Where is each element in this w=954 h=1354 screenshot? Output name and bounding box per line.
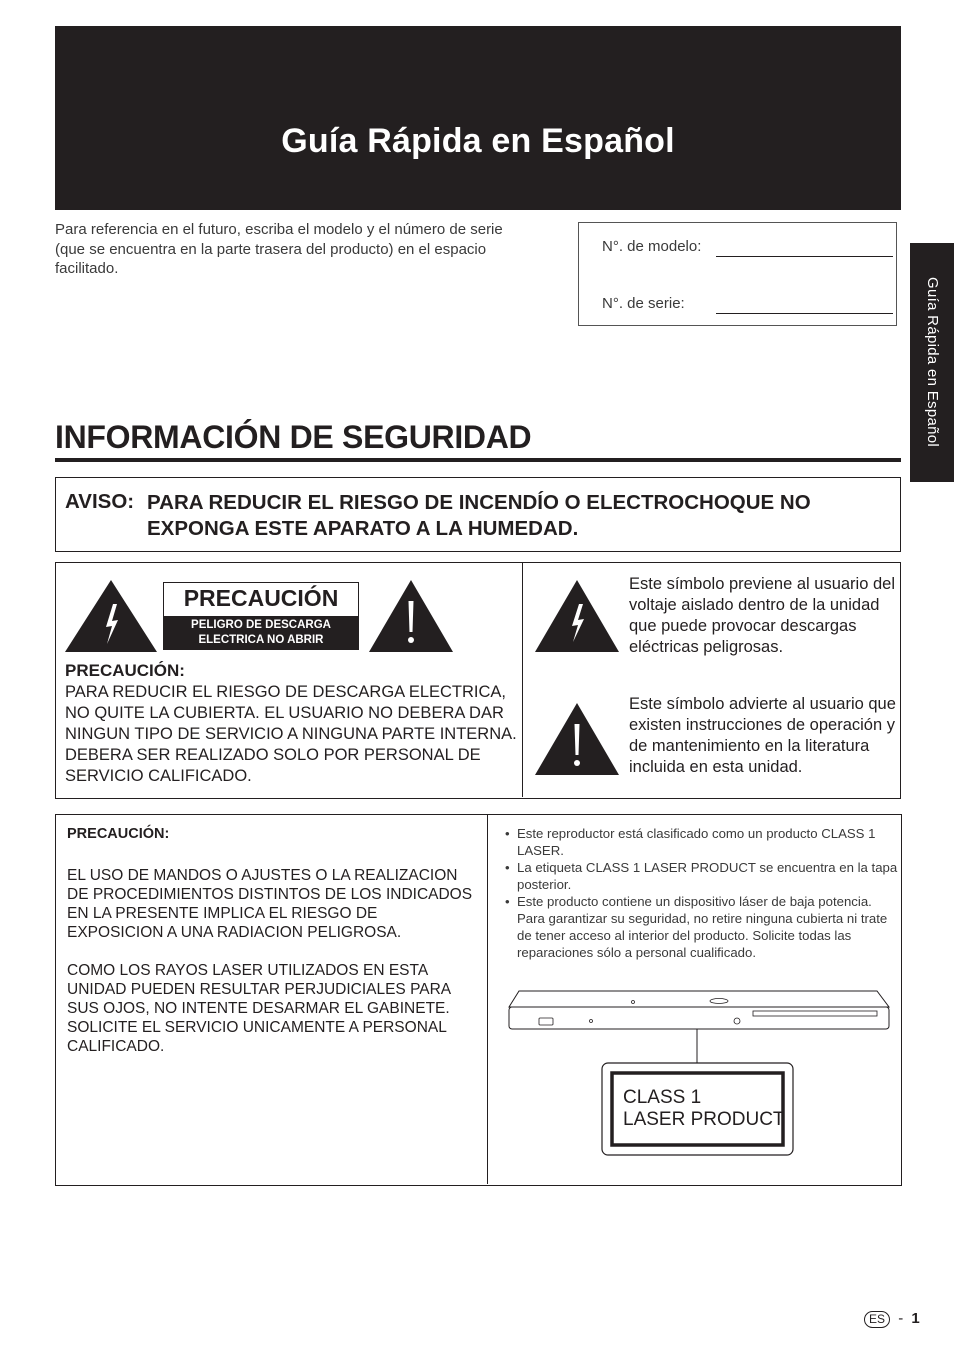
caution-label-subtitle-line1: PELIGRO DE DESCARGA — [191, 619, 331, 631]
exclamation-symbol-icon — [535, 703, 619, 775]
list-item: • Este producto contiene un dispositivo láser de baja potencia. Para garantizar su seguridad, no retire ninguna cubierta ni trate de tener acceso al interior del producto. Solicite todas las reparaciones sólo a personal cualificado. — [503, 893, 898, 961]
section-rule — [55, 458, 901, 462]
caution-label-subtitle — [164, 616, 358, 649]
exclamation-symbol-text: Este símbolo advierte al usuario que existen instrucciones de operación y de mantenimiento en la literatura incluida en esta unidad. — [629, 695, 896, 776]
side-tab-label: Guía Rápida en Español — [924, 277, 941, 448]
laser-caution-heading: PRECAUCIÓN: — [67, 826, 170, 842]
player-illustration — [505, 985, 895, 1160]
laser-label-line2: LASER PRODUCT — [623, 1109, 785, 1130]
side-tab — [910, 243, 954, 482]
serial-number-line — [716, 313, 893, 314]
laser-caution-box — [55, 814, 902, 1186]
laser-para-1: EL USO DE MANDOS O AJUSTES O LA REALIZACION DE PROCEDIMIENTOS DISTINTOS DE LOS INDICADOS EN LA PRESENTE IMPLICA EL RIESGO DE EXPOSICION A UNA RADIACION PELIGROSA. — [67, 867, 473, 941]
serial-number-box — [578, 222, 897, 326]
lightning-symbol-text: Este símbolo previene al usuario del voltaje aislado dentro de la unidad que puede provocar descargas eléctricas peligrosas. — [629, 575, 895, 656]
caution-heading: PRECAUCIÓN: — [65, 661, 185, 680]
lightning-warning-icon — [65, 580, 157, 652]
model-number-label: N°. de modelo: — [602, 238, 702, 255]
list-item: • La etiqueta CLASS 1 LASER PRODUCT se encuentra en la tapa posterior. — [503, 859, 898, 893]
page-number-separator: - — [898, 1310, 904, 1327]
laser-label-line1: CLASS 1 — [623, 1087, 702, 1108]
laser-divider — [487, 815, 488, 1184]
title-banner — [55, 26, 901, 210]
section-title: INFORMACIÓN DE SEGURIDAD — [55, 419, 532, 455]
caution-label — [163, 582, 359, 650]
caution-label-subtitle-line2: ELECTRICA NO ABRIR — [198, 634, 324, 646]
laser-bullet-list — [503, 825, 898, 961]
page-number: 1 — [911, 1310, 920, 1327]
caution-box — [55, 562, 901, 799]
model-number-line — [716, 256, 893, 257]
intro-text: Para referencia en el futuro, escriba el modelo y el número de serie (que se encuentra en la parte trasera del producto) en el espacio facilitado. — [55, 221, 503, 277]
caution-label-title: PRECAUCIÓN — [183, 585, 339, 611]
page-number-footer — [864, 1310, 920, 1328]
warning-label: AVISO: — [65, 490, 135, 513]
list-item: • Este reproductor está clasificado como un producto CLASS 1 LASER. — [503, 825, 898, 859]
class1-laser-label — [623, 1087, 785, 1131]
laser-para-2: COMO LOS RAYOS LASER UTILIZADOS EN ESTA UNIDAD PUEDEN RESULTAR PERJUDICIALES PARA SUS OJOS, NO INTENTE DESARMAR EL GABINETE. — [67, 962, 451, 1017]
language-badge: ES — [864, 1311, 890, 1328]
laser-caution-body — [67, 866, 477, 1075]
warning-text: PARA REDUCIR EL RIESGO DE INCENDÍO O ELECTROCHOQUE NO EXPONGA ESTE APARATO A LA HUMEDAD. — [147, 491, 811, 540]
laser-para-3: SOLICITE EL SERVICIO UNICAMENTE A PERSONAL CALIFICADO. — [67, 1019, 447, 1055]
caution-divider — [522, 563, 523, 797]
exclamation-warning-icon — [369, 580, 453, 652]
serial-number-label: N°. de serie: — [602, 295, 685, 312]
caution-body: PARA REDUCIR EL RIESGO DE DESCARGA ELECTRICA, NO QUITE LA CUBIERTA. EL USUARIO NO DEBERA DAR NINGUN TIPO DE SERVICIO A NINGUNA PARTE INTERNA. DEBERA SER REALIZADO SOLO POR PERSONAL DE SERVICIO CALIFICADO. — [65, 683, 517, 785]
lightning-symbol-icon — [535, 580, 619, 652]
warning-box — [55, 477, 901, 552]
page-title: Guía Rápida en Español — [281, 122, 675, 160]
